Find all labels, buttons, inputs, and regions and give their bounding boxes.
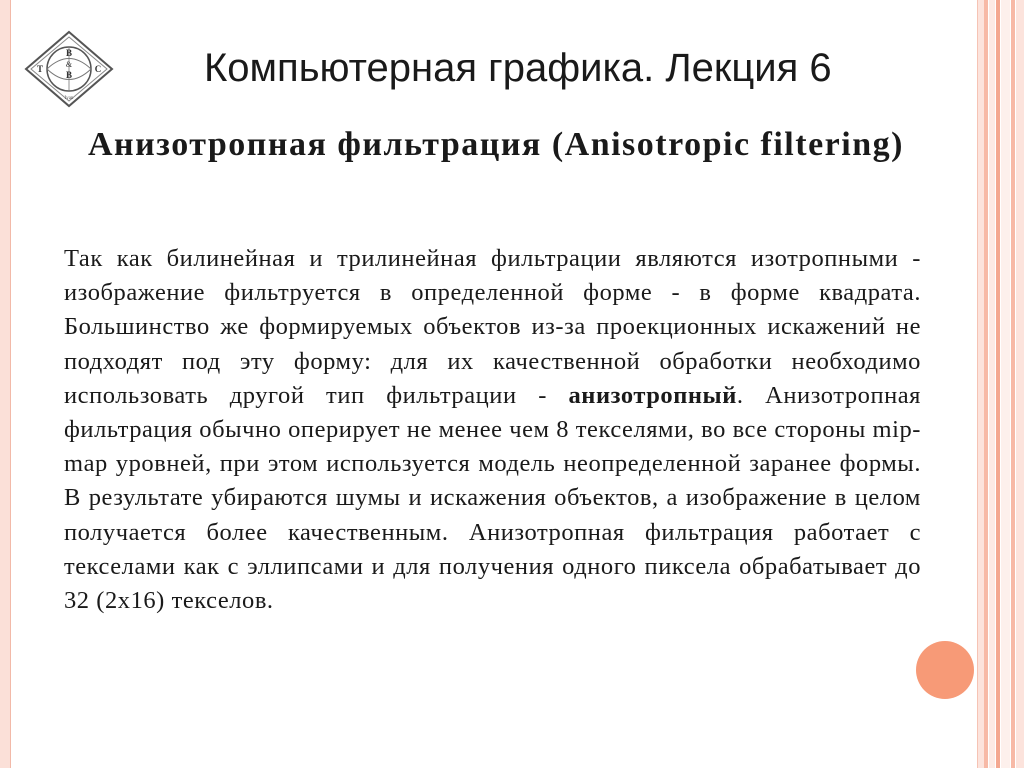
accent-circle [916, 641, 974, 699]
body-text-part-2: . Анизотропная фильтрация обычно оперирует не менее чем 8 текселями, во все стороны mip-map уровней, при этом используется модель неопределенной заранее формы. В результате убираются шумы и искажения объектов, а изображение в целом получается более качественным. Анизотропная фильтрация работает с текселами как с эллипсами и для получения одного пиксела обрабатывает до 32 (2x16) текселов. [64, 381, 922, 615]
right-decorative-stripe [1001, 0, 1010, 768]
emblem-logo-icon [24, 30, 114, 108]
body-text-part-1: Так как билинейная и трилинейная фильтрации являются изотропными - изображение фильтруется в определенной форме - в форме квадрата. Большинство же формируемых объектов из-за проекционных искажений не подходят под эту форму: для их качественной обработки необходимо использовать другой тип фильтрации - [64, 245, 921, 409]
svg-text:B: B [65, 70, 73, 80]
svg-text:C: C [94, 64, 102, 74]
svg-text:T: T [36, 64, 44, 74]
right-decorative-stripe [984, 0, 988, 768]
lecture-header-title: Компьютерная графика. Лекция 6 [204, 46, 832, 90]
right-decorative-stripe [977, 0, 984, 768]
right-decorative-stripe [996, 0, 1000, 768]
left-border [0, 0, 11, 768]
svg-text:Ivan: Ivan [64, 96, 74, 101]
body-text-bold-term: анизотропный [568, 381, 737, 409]
svg-text:&: & [65, 60, 73, 69]
slide-title: Анизотропная фильтрация (Anisotropic filtering) [88, 126, 904, 163]
right-decorative-stripe [1016, 0, 1024, 768]
svg-text:B: B [65, 48, 73, 58]
right-decorative-stripe [1011, 0, 1015, 768]
right-decorative-stripe [989, 0, 995, 768]
slide-body-text [64, 242, 921, 618]
